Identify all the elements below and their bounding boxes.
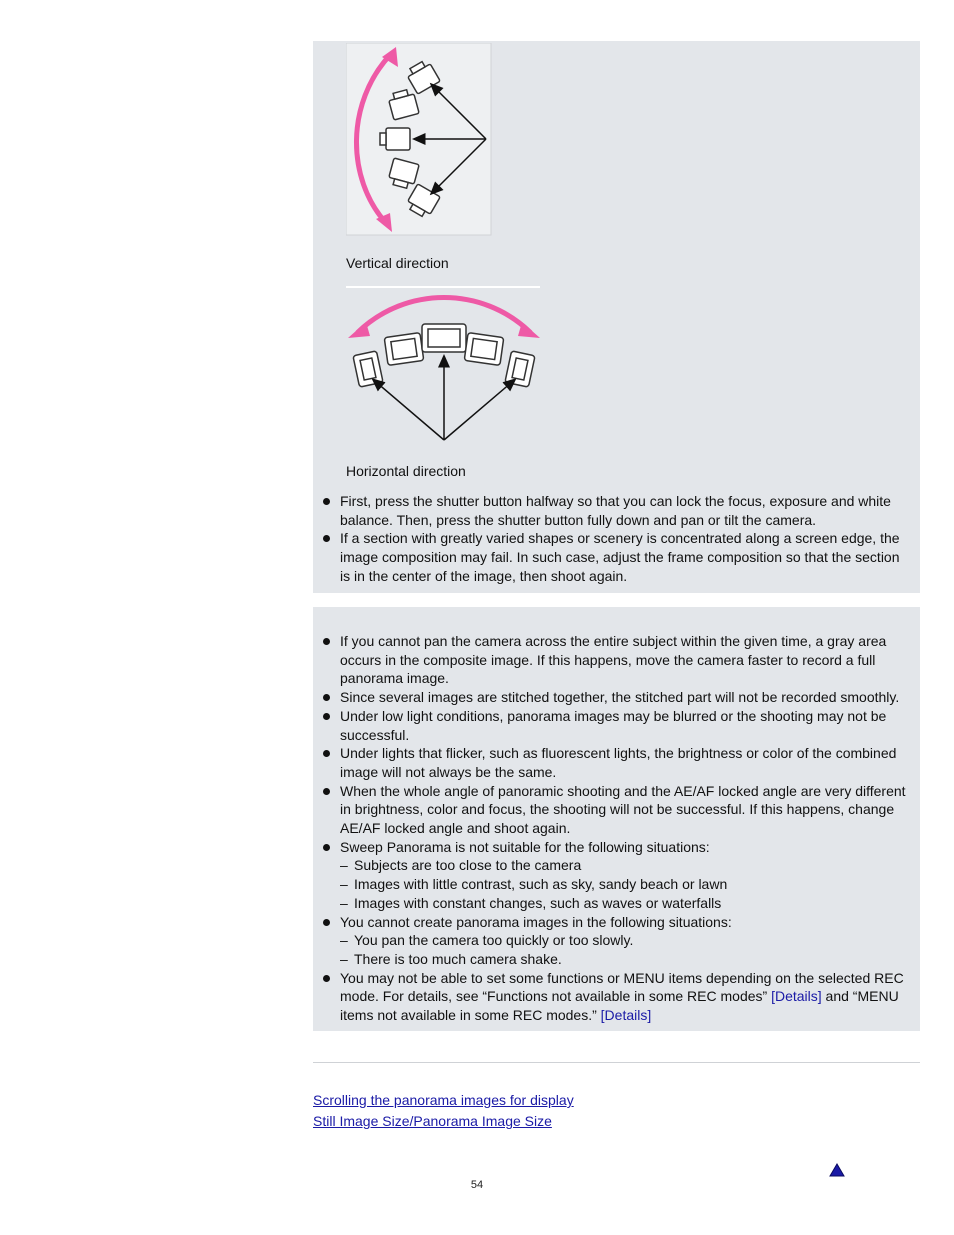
menu-note-text: You may not be able to set some functions or MENU items depending on the selected REC mode. For details, see “Functions not available in some REC modes” [340, 969, 904, 1005]
shooting-instructions-list [313, 492, 913, 586]
section-divider [313, 1062, 920, 1063]
menu-note-text-2: and “MENU items not available in some REC modes.” [340, 988, 899, 1024]
unsuitable-intro: Sweep Panorama is not suitable for the following situations: [340, 838, 710, 855]
unsuitable-subitem: – Images with constant changes, such as waves or waterfalls [340, 894, 913, 913]
note-item: Under low light conditions, panorama images may be blurred or the shooting may not be successful. [313, 707, 913, 744]
horizontal-direction-figure [346, 286, 542, 444]
note-item-menu [313, 969, 913, 1025]
cannot-intro: You cannot create panorama images in the following situations: [340, 913, 732, 930]
details-link-menu-items[interactable]: [Details] [600, 1007, 652, 1024]
note-item: When the whole angle of panoramic shooting and the AE/AF locked angle are very different in brightness, color and focus, the shooting will not be successful. If this happens, change AE/AF locked angle and shoot again. [313, 782, 913, 838]
cannot-subitem: – There is too much camera shake. [340, 950, 913, 969]
cannot-subitem: – You pan the camera too quickly or too slowly. [340, 931, 913, 950]
note-item: If you cannot pan the camera across the entire subject within the given time, a gray area occurs in the composite image. If this happens, move the camera faster to record a full panorama image. [313, 632, 913, 688]
notes-panel [313, 607, 920, 1031]
unsuitable-sublist [340, 856, 913, 912]
page-number: 54 [470, 1179, 484, 1191]
horizontal-direction-caption: Horizontal direction [346, 463, 466, 479]
instruction-item: If a section with greatly varied shapes or scenery is concentrated along a screen edge, the image composition may fail. In such case, adjust the frame composition so that the section is in the center of the image, then shoot again. [313, 529, 913, 585]
details-link-functions[interactable]: [Details] [771, 988, 822, 1005]
vertical-direction-caption: Vertical direction [346, 255, 449, 271]
note-item-unsuitable [313, 838, 913, 913]
related-link-scrolling-panorama[interactable]: Scrolling the panorama images for display [313, 1092, 574, 1108]
shooting-directions-panel [313, 41, 920, 593]
note-item-cannot [313, 913, 913, 969]
note-item: Since several images are stitched together, the stitched part will not be recorded smoothly. [313, 688, 913, 707]
cannot-sublist [340, 931, 913, 968]
related-link-image-size[interactable]: Still Image Size/Panorama Image Size [313, 1113, 552, 1129]
note-item: Under lights that flicker, such as fluorescent lights, the brightness or color of the combined image will not always be the same. [313, 744, 913, 781]
unsuitable-subitem: – Subjects are too close to the camera [340, 856, 913, 875]
vertical-direction-figure [346, 43, 496, 237]
instruction-item: First, press the shutter button halfway so that you can lock the focus, exposure and white balance. Then, press the shutter button fully down and pan or tilt the camera. [313, 492, 913, 529]
up-triangle-icon[interactable] [829, 1163, 845, 1177]
notes-list [313, 632, 913, 1025]
unsuitable-subitem: – Images with little contrast, such as sky, sandy beach or lawn [340, 875, 913, 894]
